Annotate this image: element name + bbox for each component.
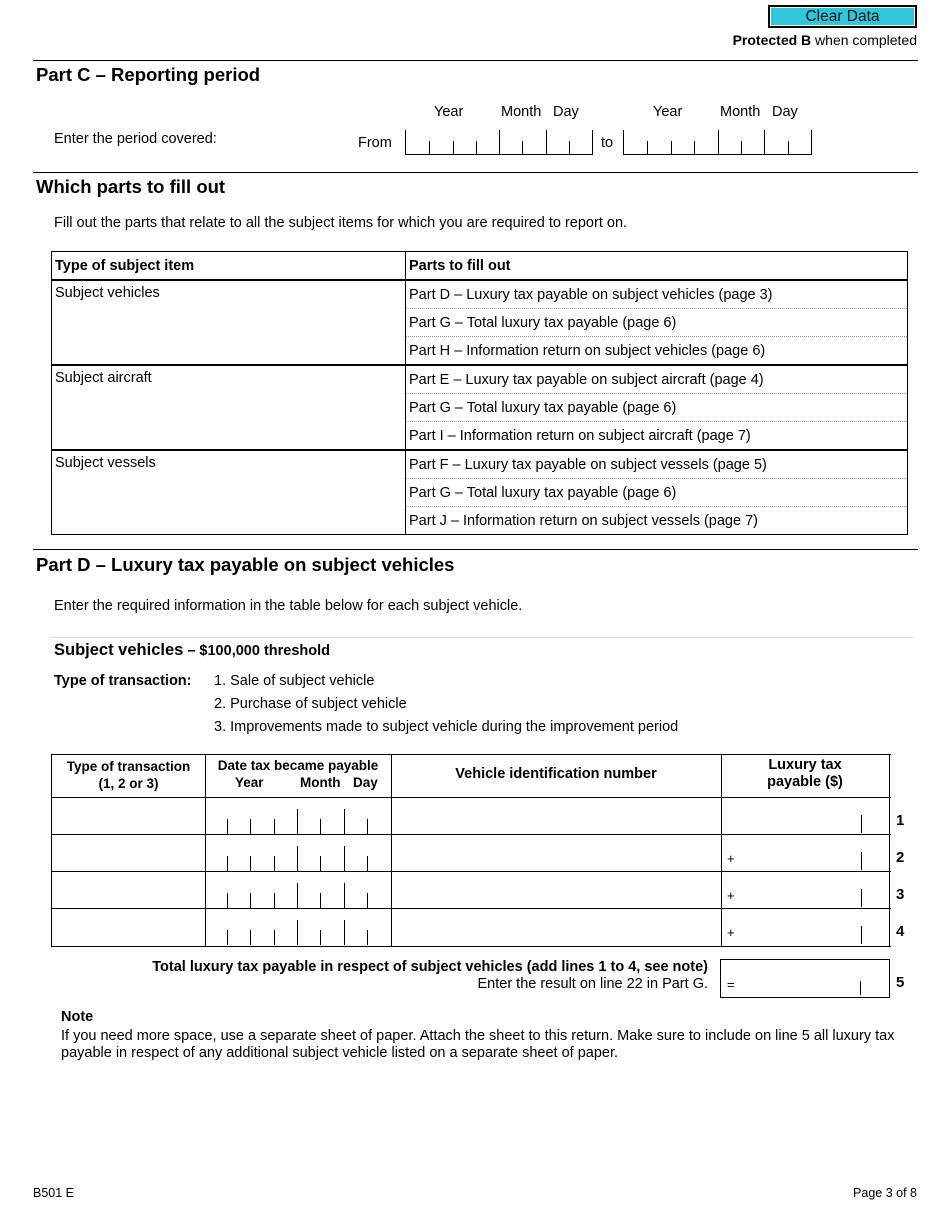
vin-input[interactable] — [391, 797, 721, 834]
comb-tick — [344, 920, 345, 945]
comb-tick — [297, 809, 298, 834]
date-payable-input[interactable] — [205, 871, 391, 908]
line-number: 5 — [896, 974, 905, 991]
comb-tick — [320, 893, 321, 908]
col-date-header: Date tax became payable — [217, 758, 379, 773]
threshold-text: – $100,000 threshold — [183, 643, 330, 659]
from-day-label: Day — [553, 104, 579, 120]
comb-tick — [718, 130, 719, 154]
comb-tick — [671, 141, 672, 154]
comb-tick — [694, 141, 695, 154]
day-label: Day — [353, 775, 378, 790]
part-cell: Part I – Information return on subject aircraft (page 7) — [406, 422, 908, 451]
date-payable-input[interactable] — [205, 908, 391, 945]
part-d-title: Part D – Luxury tax payable on subject vehicles — [36, 554, 455, 575]
comb-tick — [569, 141, 570, 154]
luxury-tax-input[interactable] — [721, 871, 889, 908]
part-d-intro: Enter the required information in the table below for each subject vehicle. — [54, 598, 523, 614]
comb-tick — [476, 141, 477, 154]
col-tax-header-line1: Luxury tax — [768, 757, 842, 773]
divider — [33, 549, 918, 550]
comb-tick — [367, 893, 368, 908]
comb-tick — [250, 819, 251, 834]
comb-tick — [453, 141, 454, 154]
comb-tick — [344, 846, 345, 871]
comb-tick — [320, 819, 321, 834]
subtitle-text: Subject vehicles — [54, 641, 184, 659]
protected-b-label — [733, 32, 917, 48]
col-type-header — [52, 758, 205, 792]
transaction-type-input[interactable] — [52, 834, 205, 871]
to-year-label: Year — [653, 104, 683, 120]
total-sub-label: Enter the result on line 22 in Part G. — [477, 976, 708, 992]
luxury-tax-input[interactable] — [721, 908, 889, 945]
part-c-title: Part C – Reporting period — [36, 64, 261, 85]
comb-tick — [499, 130, 500, 154]
part-cell: Part E – Luxury tax payable on subject aircraft (page 4) — [406, 365, 908, 394]
table-row — [52, 450, 908, 479]
comb-tick — [274, 930, 275, 945]
from-label: From — [358, 135, 392, 151]
vin-input[interactable] — [391, 871, 721, 908]
total-label: Total luxury tax payable in respect of subject vehicles (add lines 1 to 4, see note) — [152, 959, 708, 975]
transaction-type-input[interactable] — [52, 871, 205, 908]
comb-tick — [297, 846, 298, 871]
col-type-header-line2: (1, 2 or 3) — [98, 776, 159, 791]
divider — [50, 637, 914, 638]
transaction-type-input[interactable] — [52, 908, 205, 945]
from-year-label: Year — [434, 104, 464, 120]
col-type-header: Type of subject item — [52, 252, 406, 281]
equals-sign: = — [727, 977, 735, 992]
comb-tick — [367, 930, 368, 945]
comb-tick — [367, 856, 368, 871]
month-label: Month — [300, 775, 341, 790]
transaction-type-3: 3. Improvements made to subject vehicle during the improvement period — [214, 719, 679, 735]
form-id: B501 E — [33, 1186, 75, 1200]
comb-tick — [227, 819, 228, 834]
vin-input[interactable] — [391, 908, 721, 945]
vin-input[interactable] — [391, 834, 721, 871]
cents-separator — [861, 926, 862, 944]
plus-sign: + — [727, 925, 735, 940]
divider — [33, 60, 918, 61]
subject-items-table — [51, 251, 908, 535]
note-text: If you need more space, use a separate sheet of paper. Attach the sheet to this return. Make sure to include on line 5 all luxury tax payable in respect of any additional subject vehicle listed on a separate sheet of paper. — [61, 1028, 895, 1061]
total-input[interactable] — [720, 959, 890, 998]
date-payable-input[interactable] — [205, 834, 391, 871]
comb-tick — [344, 883, 345, 908]
comb-tick — [367, 819, 368, 834]
comb-tick — [429, 141, 430, 154]
vehicle-table — [51, 754, 891, 947]
part-cell: Part G – Total luxury tax payable (page 6) — [406, 394, 908, 422]
cents-separator — [861, 815, 862, 833]
subject-type-cell: Subject vehicles — [52, 280, 406, 365]
plus-sign: + — [727, 851, 735, 866]
comb-tick — [274, 856, 275, 871]
comb-tick — [297, 883, 298, 908]
part-cell: Part G – Total luxury tax payable (page 6) — [406, 309, 908, 337]
to-label: to — [601, 135, 614, 151]
plus-sign: + — [727, 888, 735, 903]
comb-tick — [788, 141, 789, 154]
comb-tick — [320, 856, 321, 871]
transaction-type-2: 2. Purchase of subject vehicle — [214, 696, 407, 712]
to-date-input[interactable] — [623, 130, 812, 155]
part-cell: Part D – Luxury tax payable on subject vehicles (page 3) — [409, 286, 773, 303]
which-parts-title: Which parts to fill out — [36, 176, 226, 197]
comb-tick — [227, 930, 228, 945]
line-number: 3 — [896, 886, 905, 903]
from-month-label: Month — [501, 104, 542, 120]
from-date-input[interactable] — [405, 130, 593, 155]
when-completed-text: when completed — [811, 32, 917, 48]
comb-tick — [250, 930, 251, 945]
divider — [33, 172, 918, 173]
comb-tick — [647, 141, 648, 154]
note-title: Note — [61, 1009, 94, 1025]
comb-tick — [546, 130, 547, 154]
comb-tick — [274, 819, 275, 834]
comb-tick — [764, 130, 765, 154]
part-cell: Part H – Information return on subject vehicles (page 6) — [406, 337, 908, 366]
part-cell: Part F – Luxury tax payable on subject vessels (page 5) — [406, 450, 908, 479]
line-number: 4 — [896, 923, 905, 940]
comb-tick — [274, 893, 275, 908]
line-number: 2 — [896, 849, 905, 866]
page-number: Page 3 of 8 — [853, 1186, 917, 1200]
col-tax-header — [721, 757, 889, 791]
protected-b-text: Protected B — [732, 32, 812, 48]
table-row — [52, 280, 908, 309]
transaction-type-1: 1. Sale of subject vehicle — [214, 673, 375, 689]
line-number: 1 — [896, 812, 905, 829]
period-prompt: Enter the period covered: — [54, 131, 217, 147]
comb-tick — [522, 141, 523, 154]
comb-tick — [250, 893, 251, 908]
comb-tick — [320, 930, 321, 945]
clear-data-button[interactable]: Clear Data — [768, 5, 917, 28]
comb-tick — [741, 141, 742, 154]
cents-separator — [861, 852, 862, 870]
comb-tick — [344, 809, 345, 834]
date-payable-input[interactable] — [205, 797, 391, 834]
cents-separator — [861, 889, 862, 907]
subject-vehicles-subtitle — [54, 641, 330, 660]
subject-type-cell: Subject aircraft — [52, 365, 406, 450]
cents-separator — [860, 981, 861, 995]
luxury-tax-input[interactable] — [721, 797, 889, 834]
col-tax-header-line2: payable ($) — [767, 774, 843, 790]
subject-type-cell: Subject vessels — [52, 450, 406, 535]
transaction-type-input[interactable] — [52, 797, 205, 834]
to-day-label: Day — [772, 104, 798, 120]
col-type-header-line1: Type of transaction — [66, 759, 191, 774]
comb-tick — [227, 856, 228, 871]
year-label: Year — [235, 775, 264, 790]
comb-tick — [250, 856, 251, 871]
col-vin-header: Vehicle identification number — [455, 766, 657, 782]
table-row — [52, 365, 908, 394]
comb-tick — [297, 920, 298, 945]
comb-tick — [227, 893, 228, 908]
col-parts-header: Parts to fill out — [406, 252, 908, 281]
which-parts-intro: Fill out the parts that relate to all the subject items for which you are required to report on. — [54, 215, 628, 231]
type-of-transaction-label: Type of transaction: — [54, 673, 192, 689]
part-cell: Part J – Information return on subject vessels (page 7) — [406, 507, 908, 535]
to-month-label: Month — [720, 104, 761, 120]
luxury-tax-input[interactable] — [721, 834, 889, 871]
part-cell: Part G – Total luxury tax payable (page 6) — [406, 479, 908, 507]
